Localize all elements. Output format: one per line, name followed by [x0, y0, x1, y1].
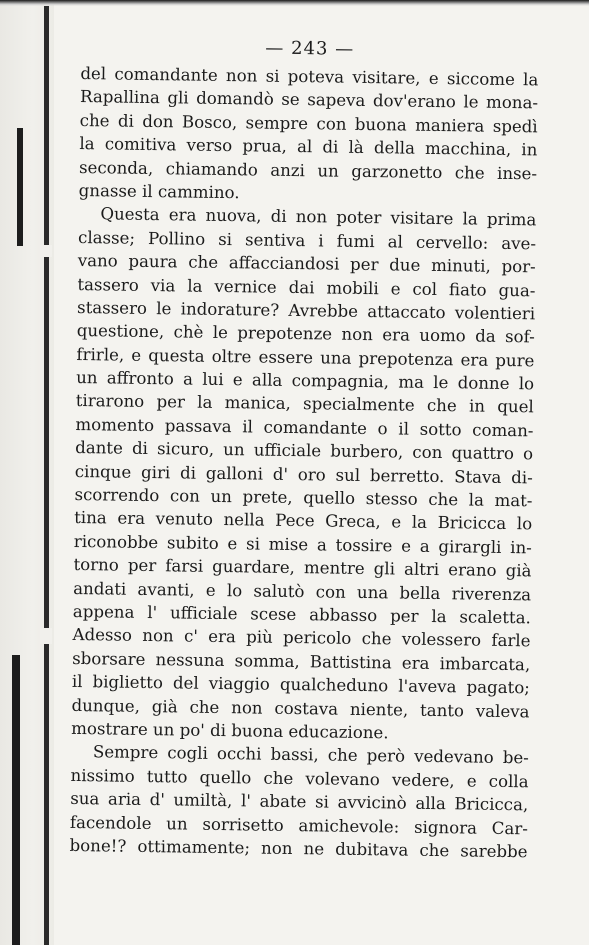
text-line: mostrare un po' di buona educazione.: [71, 718, 389, 743]
text-line: bone!? ottimamente; non ne dubitava che sarebbe: [69, 835, 528, 862]
text-line: questione, chè le prepotenze non era uomo da sof-: [76, 321, 535, 347]
spine-gap: [40, 628, 52, 644]
text-line: scorrendo con un prete, quello stesso che la mat-: [74, 484, 533, 511]
text-line: seconda, chiamando anzi un garzonetto che inse-: [78, 157, 538, 183]
text-line: momento passava il comandante o il sotto coman-: [75, 414, 534, 441]
text-line: Rapallina gli domandò se sapeva dov'erano le mona-: [79, 87, 539, 113]
text-line: che di don Bosco, sempre con buona maniera spedì: [79, 110, 538, 137]
text-line: dunque, già che non costava niente, tanto valeva: [71, 695, 530, 721]
text-line: sua aria d' umiltà, l' abate si avvicinò alla Bricicca,: [70, 789, 529, 815]
spine-gap: [40, 245, 52, 257]
text-line: sborsare nessuna somma, Battistina era imbarcata,: [72, 648, 531, 675]
text-line: il biglietto del viaggio qualcheduno l'aveva pagato;: [71, 672, 530, 698]
body-text: [69, 62, 538, 864]
text-line: appena l' ufficiale scese abbasso per la scaletta.: [72, 601, 531, 628]
text-line: frirle, e questa oltre essere una prepotenza era pure: [76, 344, 535, 371]
top-shadow: [0, 0, 589, 6]
page-number: — 243 —: [265, 37, 355, 60]
book-spine-edge: [44, 6, 49, 945]
paragraph: [79, 62, 539, 209]
text-line: Questa era nuova, di non poter visitare la prima: [100, 204, 537, 230]
text-line: torno per farsi guardare, mentre gli altri erano già: [73, 555, 532, 581]
text-line: gnasse il cammino.: [78, 180, 240, 203]
text-line: tirarono per la manica, specialmente che in quel: [75, 391, 534, 417]
text-line: dante di sicuro, un ufficiale burbero, con quattro o: [75, 438, 534, 464]
text-line: nissimo tutto quello che volevano vedere, e colla: [70, 765, 529, 792]
text-line: classe; Pollino si sentiva i fumi al cervello: ave-: [77, 227, 537, 254]
text-line: andati avanti, e lo salutò con una bella riverenza: [73, 578, 532, 604]
paragraph: [69, 740, 529, 863]
paragraph: [71, 202, 536, 746]
text-line: tassero via la vernice dai mobili e col fiato gua-: [77, 274, 536, 300]
text-line: un affronto a lui e alla compagnia, ma le donne lo: [76, 368, 535, 394]
text-line: del comandante non si poteva visitare, e siccome la: [80, 63, 539, 90]
text-line: tina era venuto nella Pece Greca, e la Bricicca lo: [74, 508, 533, 534]
text-line: vano paura che affacciandosi per due minuti, por-: [77, 251, 536, 277]
text-line: la comitiva verso prua, al di là della macchina, in: [79, 134, 538, 160]
text-line: Sempre cogli occhi bassi, che però vedevano be-: [92, 742, 530, 768]
text-line: facendole un sorrisetto amichevole: signora Car-: [69, 812, 529, 838]
text-line: cinque giri di galloni d' oro sul berretto. Stava di-: [74, 461, 533, 487]
text-block: [69, 30, 539, 864]
text-line: stassero le indorature? Avrebbe attaccato volentieri: [76, 297, 536, 324]
page-edge-mark: [12, 655, 20, 945]
text-line: Adesso non c' era più pericolo che volessero farle: [72, 625, 531, 651]
page-edge-mark: [17, 128, 23, 246]
text-line: riconobbe subito e si mise a tossire e a girargli in-: [73, 531, 532, 558]
